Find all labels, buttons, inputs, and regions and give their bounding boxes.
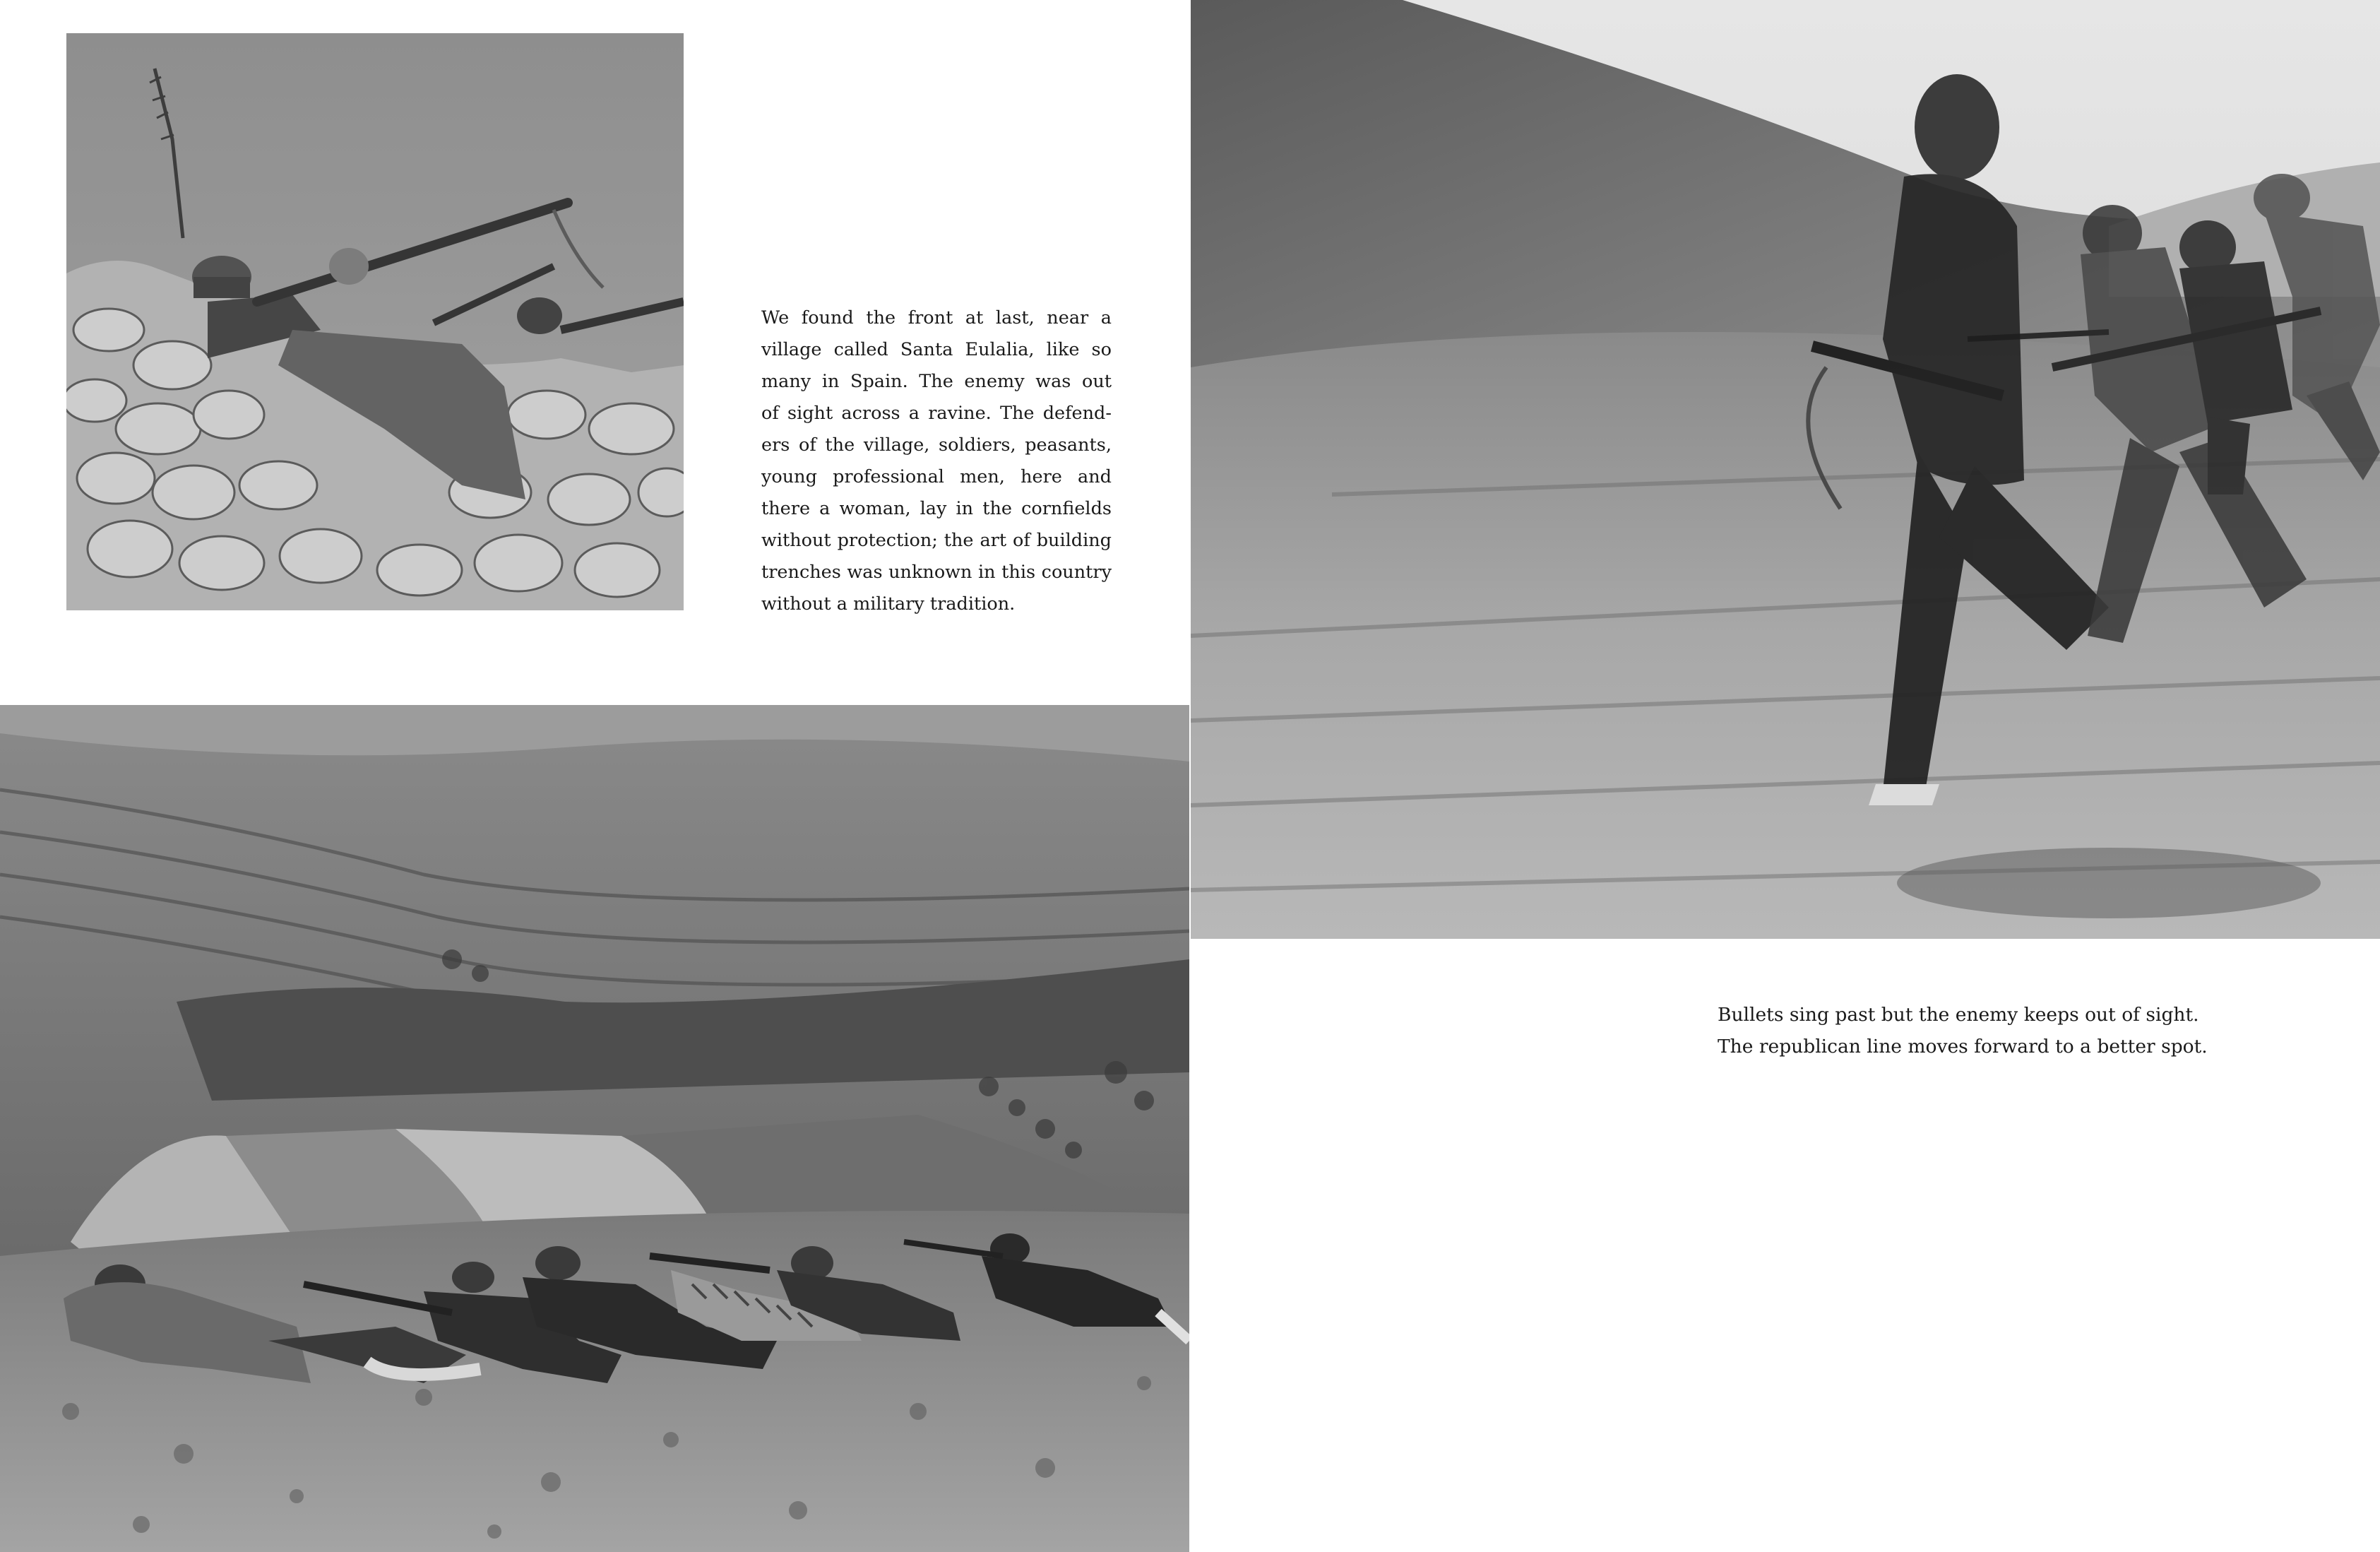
- caption-line: without protection; the art of building: [761, 530, 1112, 551]
- caption-santa-eulalia: [761, 302, 1112, 620]
- caption-line: of sight across a ravine. The defend-: [761, 403, 1112, 424]
- photo-soldiers-prone-field-image: [0, 705, 1189, 1552]
- caption-line: many in Spain. The enemy was out: [761, 371, 1112, 392]
- caption-bullets-sing-past: [1718, 999, 2212, 1062]
- caption-line: young professional men, here and: [761, 466, 1112, 487]
- photo-soldiers-prone-field: [0, 705, 1189, 1552]
- caption-line: there a woman, lay in the cornfields: [761, 498, 1112, 519]
- photo-soldiers-stone-wall-image: [66, 33, 684, 610]
- caption-line: village called Santa Eulalia, like so: [761, 339, 1112, 360]
- photo-soldiers-charging: [1191, 0, 2380, 939]
- caption-line: The republican line moves forward to a better spot.: [1718, 1036, 2208, 1058]
- caption-line: trenches was unknown in this country: [761, 562, 1112, 583]
- caption-line: We found the front at last, near a: [761, 307, 1112, 328]
- caption-line: without a military tradition.: [761, 593, 1016, 615]
- photo-soldiers-stone-wall: [66, 33, 684, 610]
- caption-line: Bullets sing past but the enemy keeps out of sight.: [1718, 1004, 2199, 1026]
- photo-soldiers-charging-image: [1191, 0, 2380, 939]
- caption-line: ers of the village, soldiers, peasants,: [761, 434, 1112, 456]
